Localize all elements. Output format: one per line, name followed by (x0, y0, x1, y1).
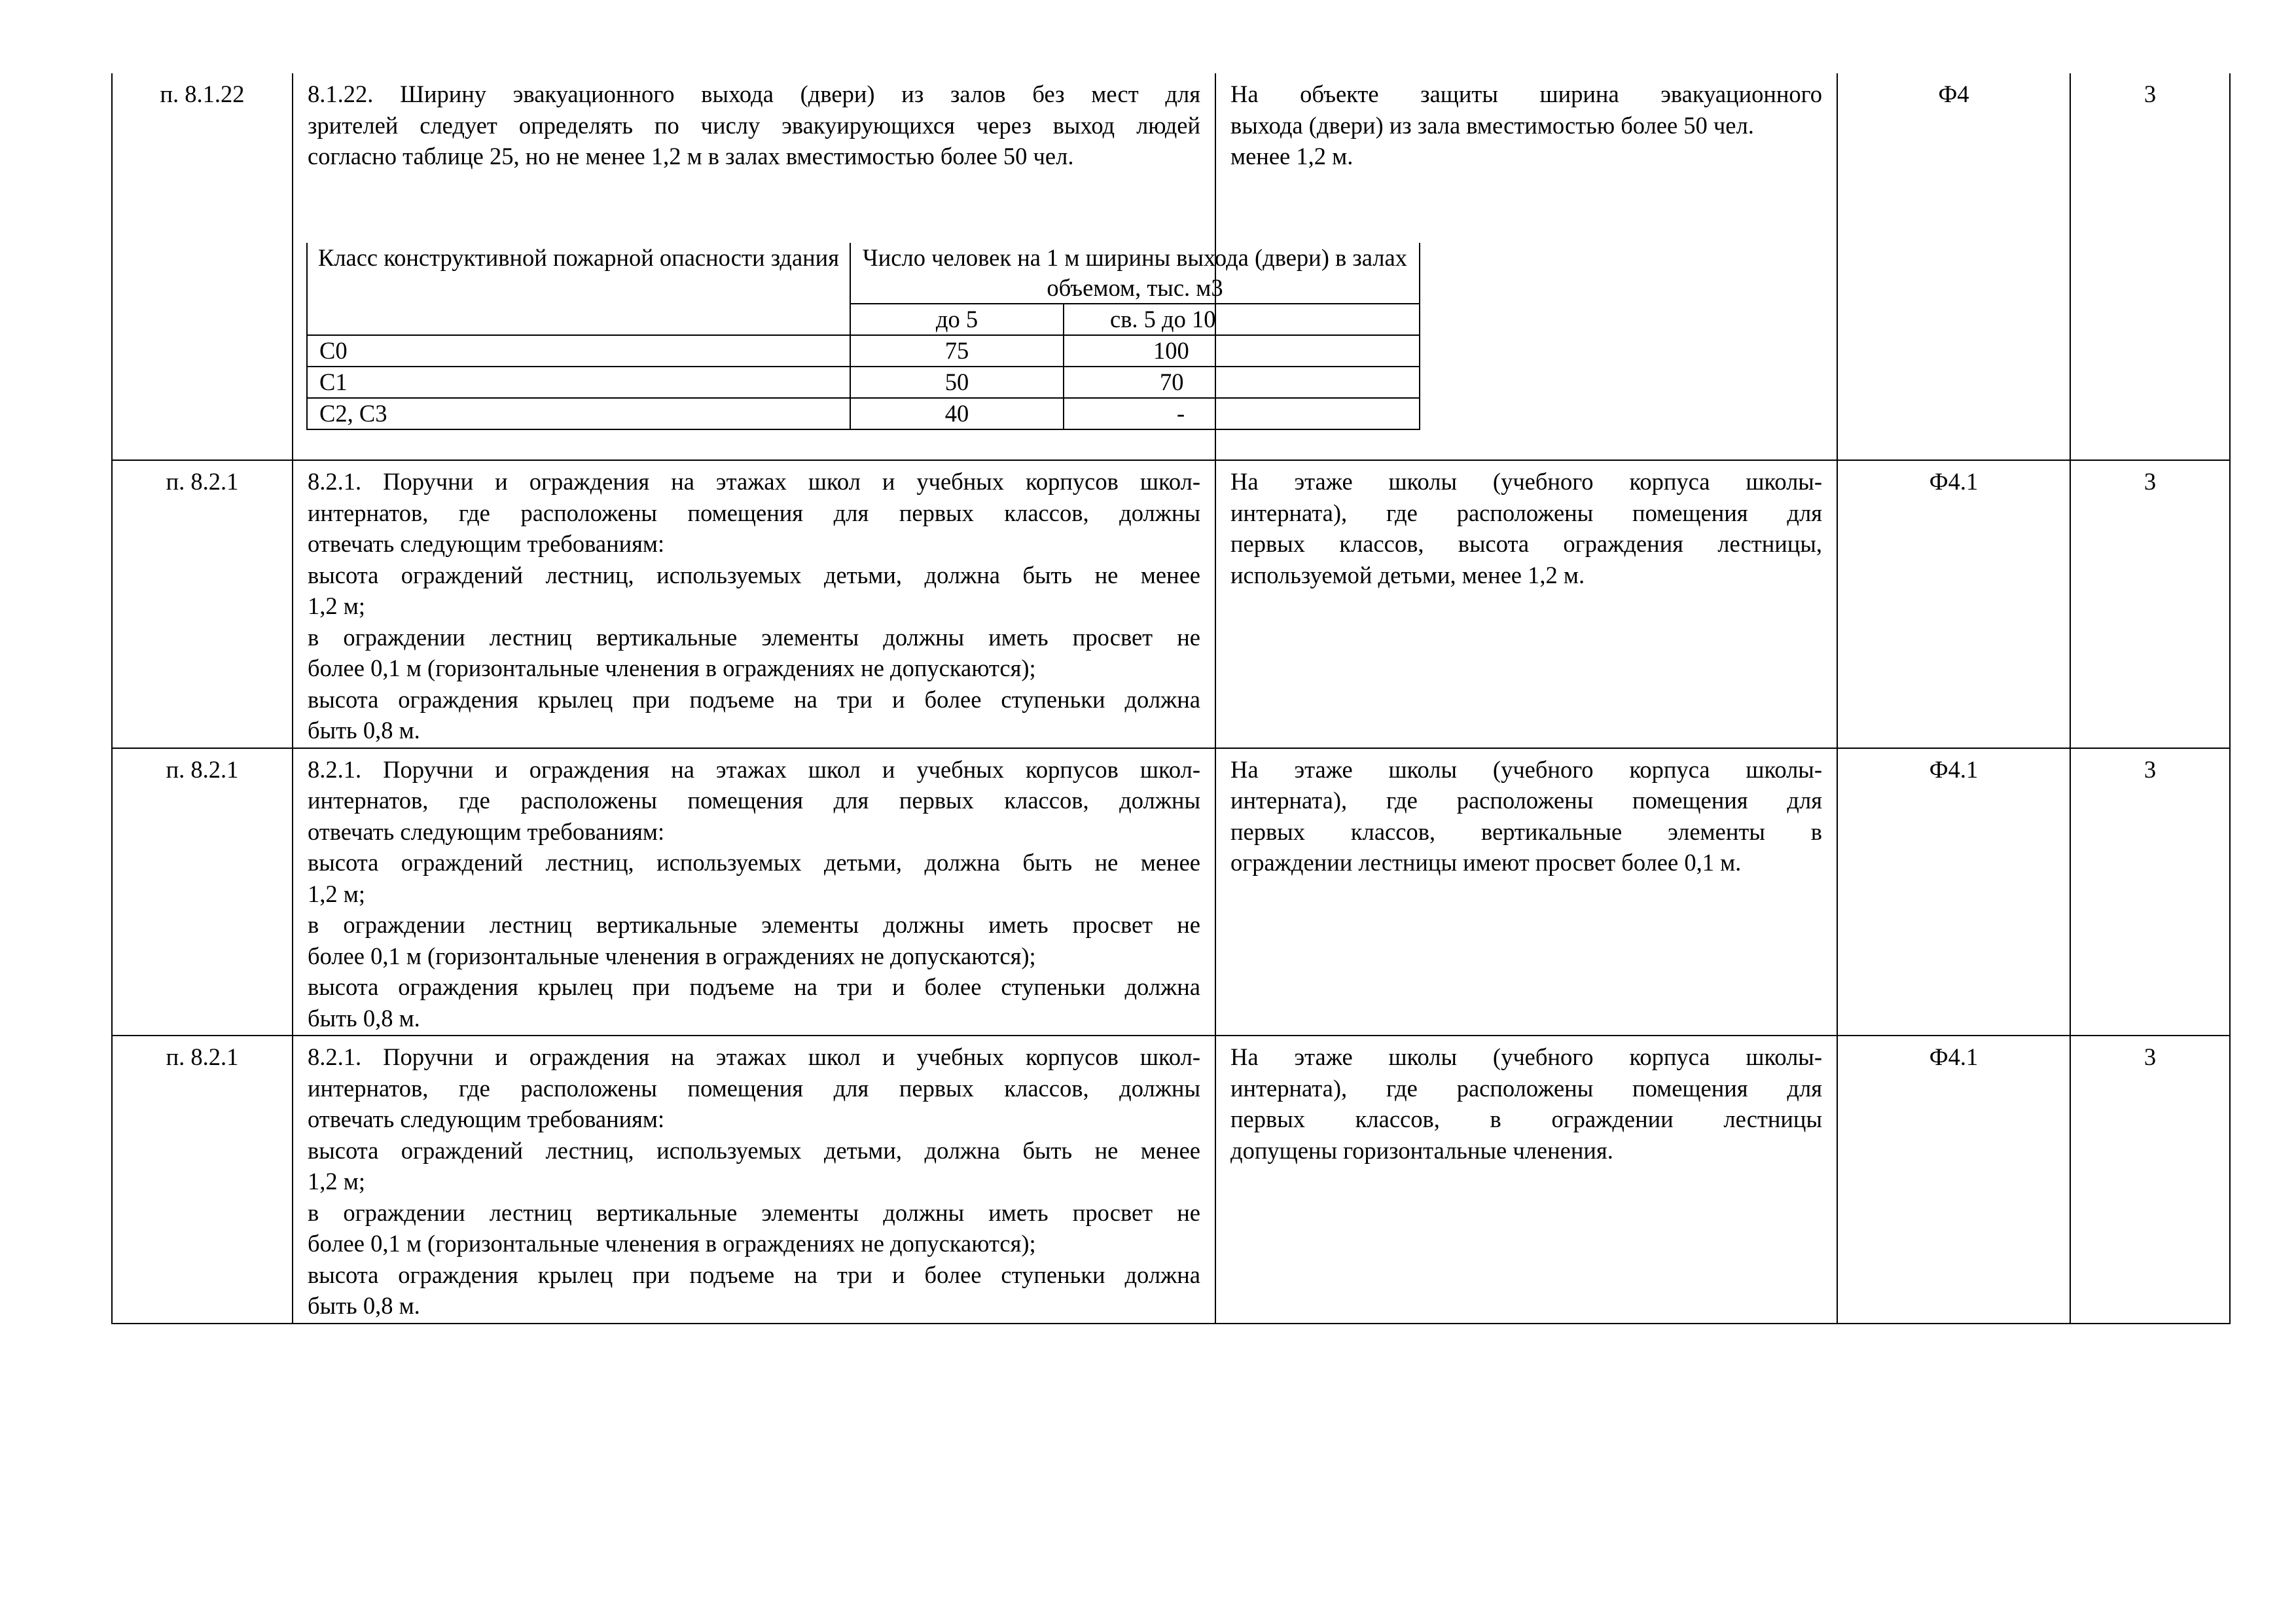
text-line: высота ограждений лестниц, используемых детьми, должна быть не менее (308, 1136, 1200, 1164)
violation-description (1215, 1036, 1837, 1324)
table-row (112, 73, 2230, 460)
text-line: высота ограждения крылец при подъеме на три и более ступеньки должна (308, 1261, 1200, 1288)
text-line: На этаже школы (учебного корпуса школы- (1230, 755, 1822, 783)
text-line: менее 1,2 м. (1230, 143, 1354, 170)
embedded-capacity-table (306, 243, 1420, 430)
text-line: ограждении лестницы имеют просвет более 0,1 м. (1230, 849, 1742, 876)
functional-class: Ф4.1 (1837, 460, 2070, 748)
subtable-row (307, 335, 1420, 367)
text-line: 1,2 м; (308, 1168, 365, 1195)
count-value: 3 (2070, 73, 2230, 460)
embedded-table-clip (306, 243, 1407, 442)
count-value: 3 (2070, 1036, 2230, 1324)
text-line: интерната), где расположены помещения для (1230, 499, 1822, 526)
text-line: 1,2 м; (308, 880, 365, 907)
text-line: более 0,1 м (горизонтальные членения в ограждениях не допускаются); (308, 942, 1036, 969)
count-value: 3 (2070, 748, 2230, 1036)
subtable-row (307, 367, 1420, 398)
text-line: На этаже школы (учебного корпуса школы- (1230, 1043, 1822, 1070)
text-line: в ограждении лестниц вертикальные элементы должны иметь просвет не (308, 623, 1200, 651)
clause-reference: п. 8.2.1 (112, 460, 293, 748)
violations-table (111, 73, 2231, 1324)
text-line: 1,2 м; (308, 592, 365, 619)
text-line: интернатов, где расположены помещения для первых классов, должны (308, 787, 1200, 814)
text-line: интернатов, где расположены помещения для первых классов, должны (308, 499, 1200, 526)
functional-class: Ф4 (1837, 73, 2070, 460)
table-row (112, 460, 2230, 748)
text-line: первых классов, высота ограждения лестницы, (1230, 530, 1822, 557)
violation-description (1215, 748, 1837, 1036)
subtable-cell: С1 (307, 367, 850, 398)
subtable-cell: С2, С3 (307, 398, 850, 429)
text-line: отвечать следующим требованиям: (308, 818, 665, 845)
requirement-text (293, 73, 1407, 460)
text-line: высота ограждений лестниц, используемых детьми, должна быть не менее (308, 849, 1200, 876)
subtable-cell: С0 (307, 335, 850, 367)
subtable-cell: 70 (1064, 367, 1420, 398)
text-line: более 0,1 м (горизонтальные членения в ограждениях не допускаются); (308, 655, 1036, 681)
text-line: высота ограждений лестниц, используемых детьми, должна быть не менее (308, 561, 1200, 588)
subtable-row (307, 398, 1420, 429)
text-line: 8.2.1. Поручни и ограждения на этажах школ и учебных корпусов школ- (308, 1043, 1200, 1070)
text-line: используемой детьми, менее 1,2 м. (1230, 561, 1585, 588)
text-line: быть 0,8 м. (308, 1292, 420, 1319)
text-line: зрителей следует определять по числу эвакуирующихся через выход людей (308, 111, 1200, 139)
subtable-header-row (307, 243, 1420, 304)
table-row (112, 748, 2230, 1036)
text-line: На этаже школы (учебного корпуса школы- (1230, 468, 1822, 495)
clause-reference: п. 8.2.1 (112, 1036, 293, 1324)
subtable-cell: 50 (850, 367, 1064, 398)
text-line: 8.2.1. Поручни и ограждения на этажах школ и учебных корпусов школ- (308, 755, 1200, 783)
text-line: интернатов, где расположены помещения для первых классов, должны (308, 1074, 1200, 1102)
text-line: 8.2.1. Поручни и ограждения на этажах школ и учебных корпусов школ- (308, 468, 1200, 495)
text-line: быть 0,8 м. (308, 1004, 420, 1032)
text-line: первых классов, вертикальные элементы в (1230, 818, 1822, 845)
subtable-header-class: Класс конструктивной пожарной опасности здания (307, 243, 850, 335)
text-line: интерната), где расположены помещения для (1230, 787, 1822, 814)
text-line: отвечать следующим требованиям: (308, 1106, 665, 1132)
violation-description (1215, 460, 1837, 748)
requirement-text (293, 1036, 1215, 1324)
functional-class: Ф4.1 (1837, 748, 2070, 1036)
text-line: интерната), где расположены помещения для (1230, 1074, 1822, 1102)
table-row (112, 1036, 2230, 1324)
text-line: высота ограждения крылец при подъеме на три и более ступеньки должна (308, 685, 1200, 713)
text-line: быть 0,8 м. (308, 717, 420, 744)
text-line: На объекте защиты ширина эвакуационного (1230, 81, 1822, 107)
subtable-subheader: до 5 (850, 304, 1064, 335)
subtable-cell: - (1064, 398, 1420, 429)
requirement-text (293, 460, 1215, 748)
clause-reference: п. 8.1.22 (112, 73, 293, 460)
count-value: 3 (2070, 460, 2230, 748)
text-line: отвечать следующим требованиям: (308, 530, 665, 557)
functional-class: Ф4.1 (1837, 1036, 2070, 1324)
text-line: выхода (двери) из зала вместимостью более 50 чел. (1230, 111, 1754, 139)
text-line: согласно таблице 25, но не менее 1,2 м в залах вместимостью более 50 чел. (308, 143, 1074, 170)
text-line: высота ограждения крылец при подъеме на три и более ступеньки должна (308, 973, 1200, 1000)
clause-reference: п. 8.2.1 (112, 748, 293, 1036)
subtable-header-count: Число человек на 1 м ширины выхода (двери) в залах объемом, тыс. м3 (850, 243, 1420, 304)
subtable-subheader: св. 5 до 10 (1064, 304, 1420, 335)
subtable-cell: 75 (850, 335, 1064, 367)
requirement-text (293, 748, 1215, 1036)
text-line: более 0,1 м (горизонтальные членения в ограждениях не допускаются); (308, 1230, 1036, 1257)
text-line: первых классов, в ограждении лестницы (1230, 1106, 1822, 1132)
text-line: в ограждении лестниц вертикальные элементы должны иметь просвет не (308, 911, 1200, 938)
subtable-cell: 100 (1064, 335, 1420, 367)
text-line: 8.1.22. Ширину эвакуационного выхода (двери) из залов без мест для (308, 81, 1200, 107)
subtable-cell: 40 (850, 398, 1064, 429)
text-line: допущены горизонтальные членения. (1230, 1136, 1613, 1164)
text-line: в ограждении лестниц вертикальные элементы должны иметь просвет не (308, 1199, 1200, 1226)
